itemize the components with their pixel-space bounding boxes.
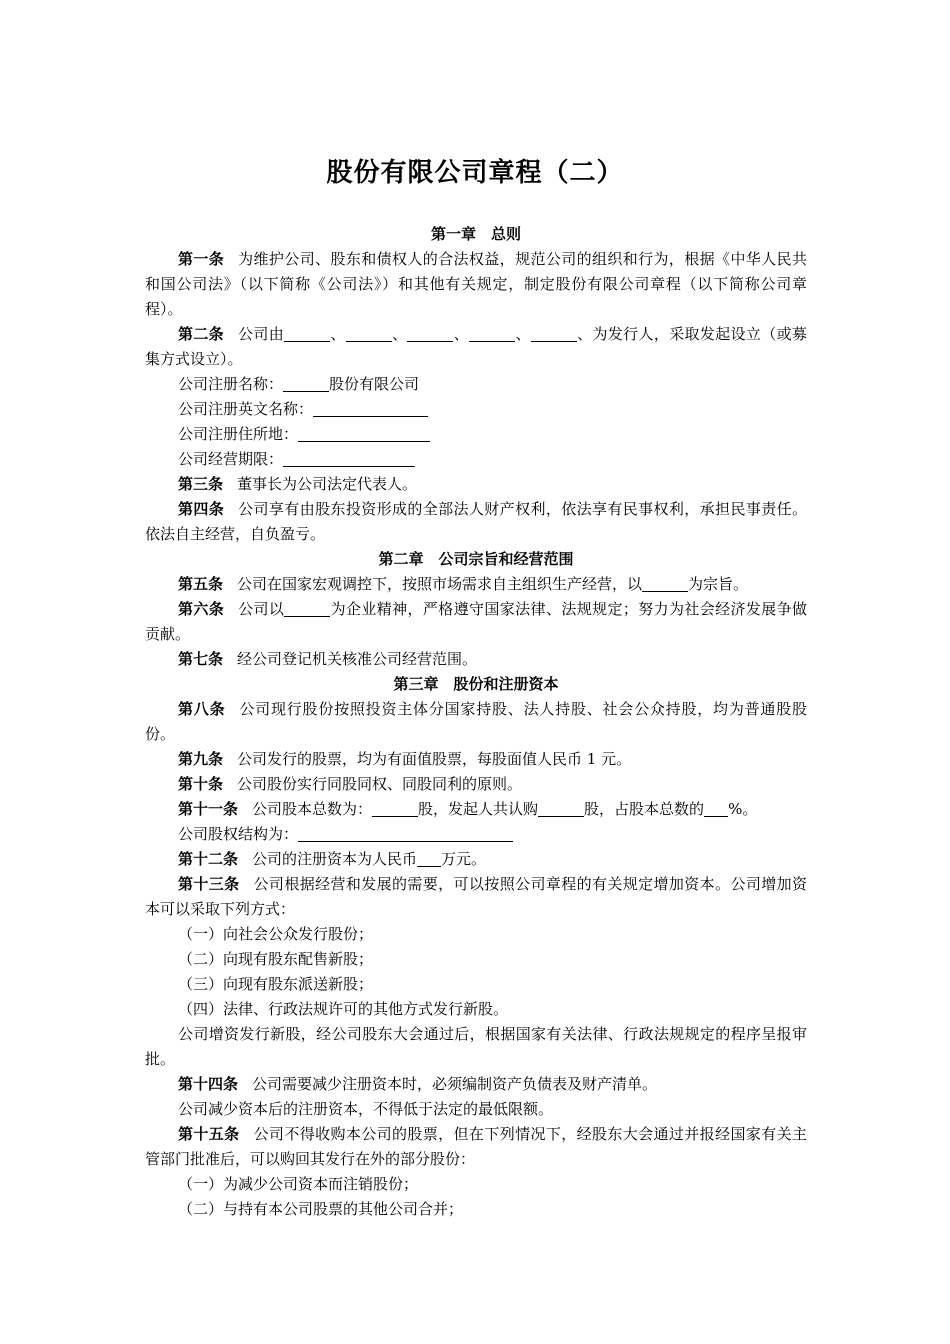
article-number: 第七条 — [178, 650, 224, 668]
article-number: 第九条 — [178, 750, 224, 768]
document-title: 股份有限公司章程（二） — [326, 158, 624, 188]
fill-blank — [283, 450, 415, 467]
article-6 — [145, 597, 807, 647]
article-14 — [145, 1072, 807, 1097]
article-4 — [145, 497, 807, 547]
list-item: （一）为减少公司资本而注销股份； — [178, 1175, 419, 1193]
article-text: 公司不得收购本公司的股票，但在下列情况下，经股东大会通过并报经国家有关主管部门批准后，可以购回其发行在外的部分股份： — [145, 1125, 807, 1168]
field-suffix: 股份有限公司 — [329, 375, 420, 393]
article-text: 股，发起人共认购 — [418, 800, 539, 818]
equity-structure-line — [145, 822, 807, 847]
article-text: 公司由 — [238, 325, 285, 343]
separator: 、 — [515, 325, 531, 343]
article-text: 公司需要减少注册资本时，必须编制资产负债表及财产清单。 — [252, 1075, 658, 1093]
article-12 — [145, 847, 807, 872]
article-number: 第十五条 — [178, 1125, 240, 1143]
separator: 、 — [576, 325, 593, 343]
article-text: 公司的注册资本为人民币 — [252, 850, 418, 868]
article-number: 第六条 — [178, 600, 225, 618]
list-item: （二）与持有本公司股票的其他公司合并； — [178, 1200, 464, 1218]
fill-blank — [469, 325, 515, 342]
article-number: 第五条 — [178, 575, 224, 593]
registered-english-name-line — [145, 397, 807, 422]
article-text: 公司根据经营和发展的需要，可以按照公司章程的有关规定增加资本。公司增加资本可以采取下列方式： — [145, 875, 807, 918]
fill-blank — [298, 425, 430, 442]
article-text: 公司股本总数为： — [252, 800, 373, 818]
article-5 — [145, 572, 807, 597]
article-text: 经公司登记机关核准公司经营范围。 — [237, 650, 478, 668]
article-text: 公司现行股份按照投资主体分国家持股、法人持股、社会公众持股，均为普通股股份。 — [145, 700, 807, 743]
article-number: 第二条 — [178, 325, 225, 343]
fill-blank — [284, 600, 330, 617]
fill-blank — [372, 800, 418, 817]
article-text: 公司股份实行同股同权、同股同利的原则。 — [237, 775, 523, 793]
article-8 — [145, 697, 807, 747]
article-text: 为企业精神，严格遵守国家法律、法规规定；努力为社会经济发展争做贡献。 — [145, 600, 807, 643]
fill-blank — [704, 800, 728, 817]
article-number: 第三条 — [178, 475, 224, 493]
article-number: 第八条 — [178, 700, 226, 718]
article-text: 为宗旨。 — [688, 575, 749, 593]
fill-blank — [417, 850, 441, 867]
article-text: 股，占股本总数的 — [584, 800, 705, 818]
field-label: 公司注册住所地： — [178, 425, 299, 443]
article-number: 第四条 — [178, 500, 225, 518]
field-label: 公司注册名称： — [178, 375, 284, 393]
article-text: 万元。 — [441, 850, 487, 868]
article-number: 第十一条 — [178, 800, 239, 818]
article-15 — [145, 1122, 807, 1172]
article-text: 为维护公司、股东和债权人的合法权益，规范公司的组织和行为，根据《中华人民共和国公司法》（以下简称《公司法》）和其他有关规定，制定股份有限公司章程（以下简称公司章程）。 — [145, 250, 807, 318]
article-number: 第十条 — [178, 775, 224, 793]
registered-address-line — [145, 422, 807, 447]
article-2 — [145, 322, 807, 372]
fill-blank — [284, 325, 330, 342]
registered-name-line — [145, 372, 807, 397]
article-3 — [145, 472, 807, 497]
operating-term-line — [145, 447, 807, 472]
article-1 — [145, 247, 807, 322]
article-text: 公司享有由股东投资形成的全部法人财产权利，依法享有民事权利，承担民事责任。依法自主经营，自负盈亏。 — [145, 500, 807, 543]
article-text: 董事长为公司法定代表人。 — [237, 475, 418, 493]
fill-blank — [531, 325, 577, 342]
article-7 — [145, 647, 807, 672]
separator: 、 — [330, 325, 346, 343]
article-text: 公司以 — [238, 600, 285, 618]
chapter-2-heading: 第二章 公司宗旨和经营范围 — [378, 550, 574, 568]
fill-blank — [283, 375, 329, 392]
article-number: 第一条 — [178, 250, 225, 268]
fill-blank — [313, 400, 428, 417]
chapter-3-heading: 第三章 股份和注册资本 — [393, 675, 559, 693]
fill-blank — [298, 825, 513, 842]
article-text: %。 — [728, 800, 758, 818]
article-number: 第十四条 — [178, 1075, 239, 1093]
field-label: 公司注册英文名称： — [178, 400, 314, 418]
list-item: （一）向社会公众发行股份； — [178, 925, 374, 943]
article-10 — [145, 772, 807, 797]
list-item: （四）法律、行政法规许可的其他方式发行新股。 — [178, 1000, 509, 1018]
list-item: （三）向现有股东派送新股； — [178, 975, 374, 993]
article-text: 为发行人，采取发起设立（或募集方式设立）。 — [145, 325, 807, 368]
article-text: 公司发行的股票，均为有面值股票，每股面值人民币 1 元。 — [237, 750, 632, 768]
chapter-1-heading: 第一章 总则 — [430, 225, 521, 243]
fill-blank — [538, 800, 584, 817]
field-label: 公司经营期限： — [178, 450, 284, 468]
article-13-note: 公司增资发行新股，经公司股东大会通过后，根据国家有关法律、行政法规规定的程序呈报审批。 — [145, 1025, 807, 1068]
field-label: 公司股权结构为： — [178, 825, 299, 843]
article-9 — [145, 747, 807, 772]
separator: 、 — [391, 325, 408, 343]
article-number: 第十二条 — [178, 850, 239, 868]
article-text: 公司在国家宏观调控下，按照市场需求自主组织生产经营，以 — [237, 575, 643, 593]
article-number: 第十三条 — [178, 875, 240, 893]
document-body — [145, 222, 807, 1222]
article-13 — [145, 872, 807, 922]
fill-blank — [346, 325, 392, 342]
article-14-note: 公司减少资本后的注册资本，不得低于法定的最低限额。 — [178, 1100, 554, 1118]
list-item: （二）向现有股东配售新股； — [178, 950, 374, 968]
fill-blank — [407, 325, 453, 342]
article-11 — [145, 797, 807, 822]
separator: 、 — [453, 325, 470, 343]
fill-blank — [642, 575, 688, 592]
